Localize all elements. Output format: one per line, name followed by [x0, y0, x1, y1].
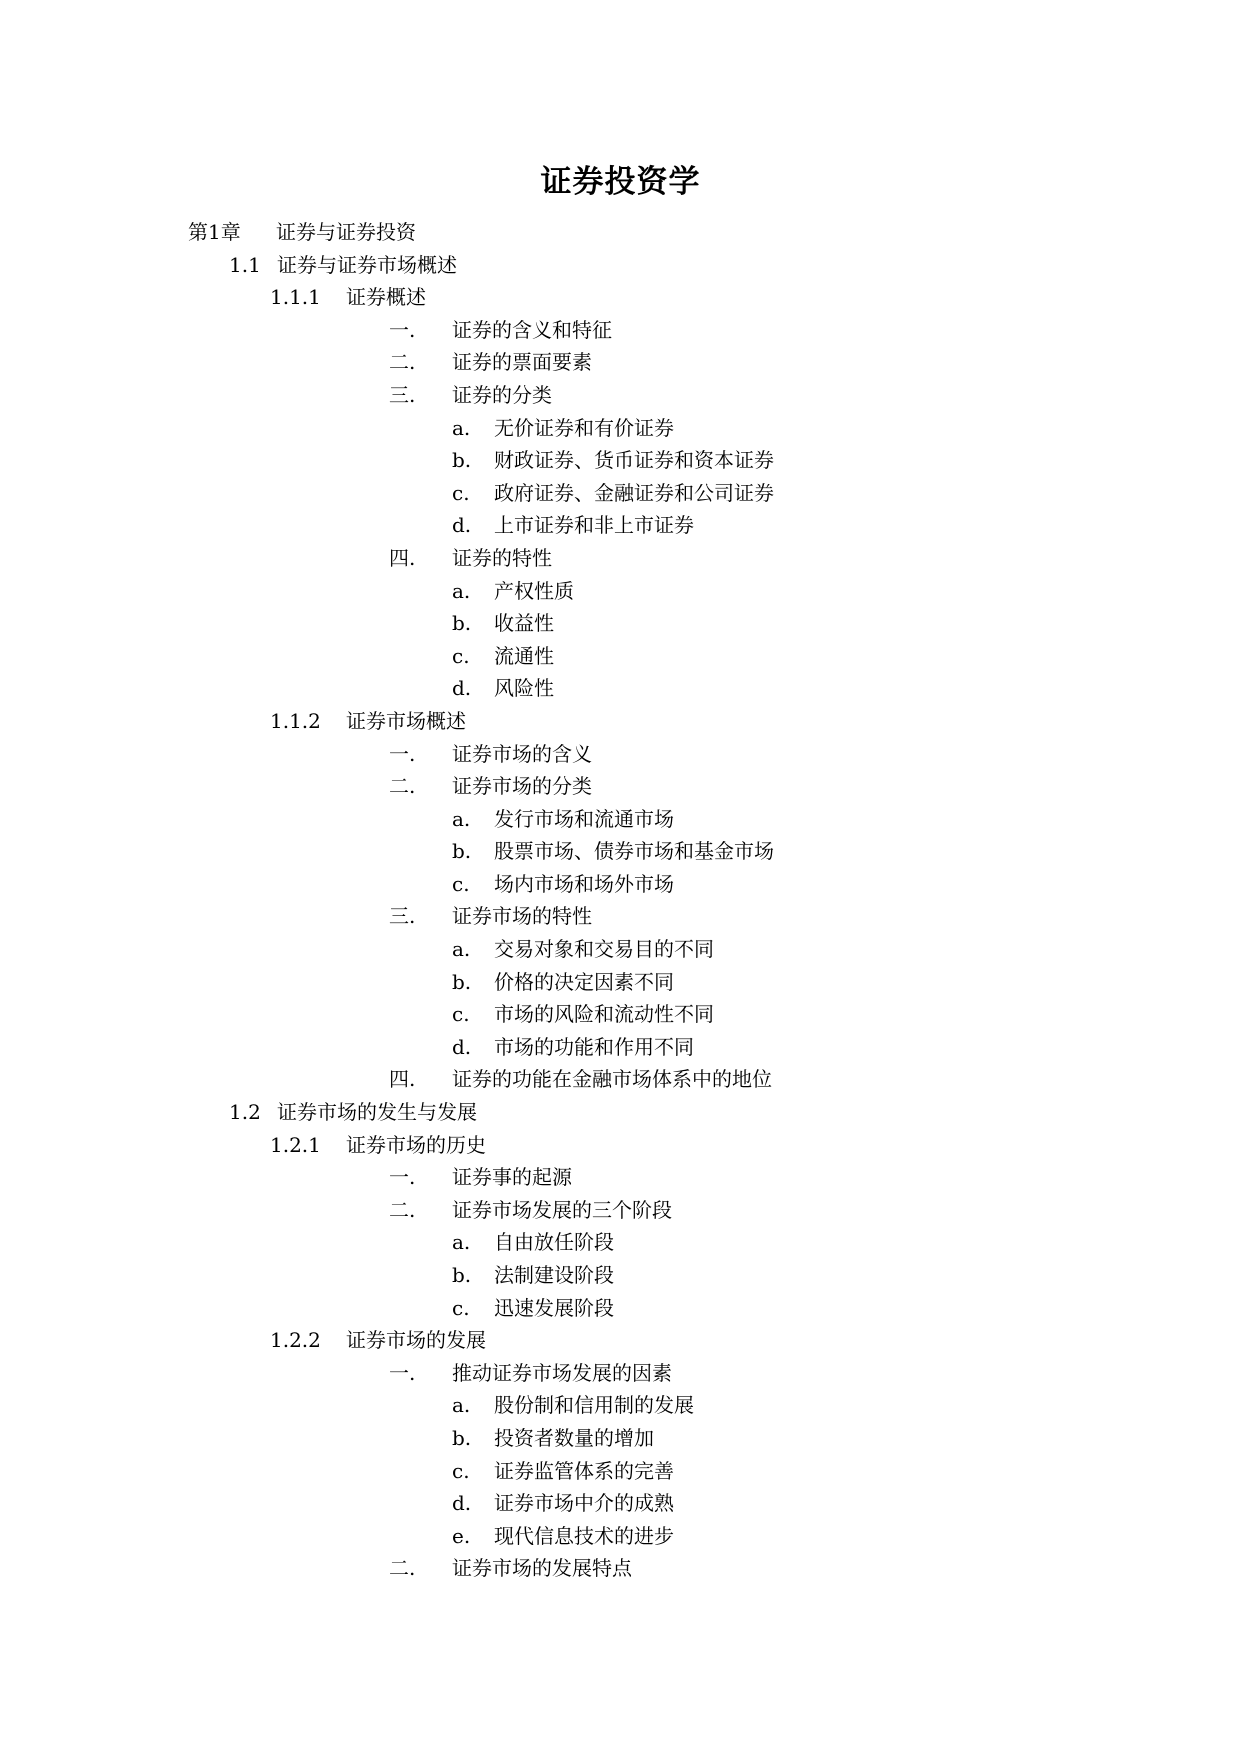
toc-entry-text: 证券市场中介的成熟	[494, 1491, 674, 1516]
toc-entry-number: 一.	[389, 317, 416, 342]
toc-entry-number: 二.	[389, 774, 416, 799]
toc-entry-number: c.	[452, 1295, 470, 1320]
toc-entry-text: 证券市场的分类	[452, 774, 592, 799]
toc-subitem-entry	[0, 998, 1241, 1031]
toc-entry-text: 收益性	[494, 611, 554, 636]
toc-entry-text: 上市证券和非上市证券	[494, 513, 694, 538]
toc-entry-number: d.	[452, 1491, 472, 1516]
toc-entry-number: 四.	[389, 545, 416, 570]
toc-entry-text: 无价证券和有价证券	[494, 415, 674, 440]
toc-entry-text: 证券的功能在金融市场体系中的地位	[452, 1067, 772, 1092]
toc-entry-number: c.	[452, 871, 470, 896]
toc-item-entry	[0, 379, 1241, 412]
toc-entry-text: 证券概述	[346, 285, 426, 310]
toc-entry-text: 证券市场的特性	[452, 904, 592, 929]
toc-entry-text: 股份制和信用制的发展	[494, 1393, 694, 1418]
toc-entry-number: c.	[452, 1002, 470, 1027]
toc-entry-number: a.	[452, 578, 471, 603]
toc-entry-text: 自由放任阶段	[494, 1230, 614, 1255]
toc-item-entry	[0, 1194, 1241, 1227]
toc-entry-text: 产权性质	[494, 578, 574, 603]
toc-entry-text: 发行市场和流通市场	[494, 806, 674, 831]
toc-entry-text: 财政证券、货币证券和资本证券	[494, 448, 774, 473]
toc-entry-number: b.	[452, 1263, 472, 1287]
toc-section-entry	[0, 249, 1241, 282]
toc-entry-number: 一.	[389, 741, 416, 766]
toc-entry-text: 证券市场概述	[346, 708, 466, 733]
toc-entry-text: 证券的含义和特征	[452, 317, 612, 342]
toc-entry-text: 证券市场的发生与发展	[277, 1100, 477, 1125]
toc-subsection-entry	[0, 1324, 1241, 1357]
toc-entry-number: 三.	[389, 382, 416, 407]
toc-entry-number: 1.1	[229, 252, 261, 277]
toc-entry-number: 1.2.2	[270, 1328, 321, 1353]
toc-entry-number: 一.	[389, 1360, 416, 1385]
toc-entry-text: 市场的功能和作用不同	[494, 1034, 694, 1059]
toc-entry-number: c.	[452, 1458, 470, 1483]
toc-entry-text: 证券的特性	[452, 545, 552, 570]
toc-entry-number: e.	[452, 1523, 471, 1548]
toc-entry-text: 风险性	[494, 676, 554, 701]
toc-entry-text: 投资者数量的增加	[494, 1425, 654, 1450]
toc-item-entry	[0, 900, 1241, 933]
toc-entry-number: b.	[452, 1425, 472, 1450]
toc-subsection-entry	[0, 705, 1241, 738]
toc-chapter-entry	[0, 216, 1241, 249]
toc-subitem-entry	[0, 1226, 1241, 1259]
toc-entry-number: d.	[452, 513, 472, 538]
toc-entry-text: 政府证券、金融证券和公司证券	[494, 480, 774, 505]
toc-entry-number: c.	[452, 480, 470, 505]
toc-entry-text: 法制建设阶段	[494, 1263, 614, 1287]
toc-entry-text: 证券事的起源	[452, 1165, 572, 1190]
toc-subitem-entry	[0, 933, 1241, 966]
toc-entry-text: 证券市场的发展特点	[452, 1556, 632, 1581]
toc-entry-number: b.	[452, 969, 472, 994]
toc-item-entry	[0, 1552, 1241, 1585]
toc-entry-number: d.	[452, 676, 472, 701]
toc-subitem-entry	[0, 1520, 1241, 1553]
toc-subitem-entry	[0, 477, 1241, 510]
toc-entry-text: 证券市场发展的三个阶段	[452, 1197, 672, 1222]
toc-subitem-entry	[0, 607, 1241, 640]
toc-entry-text: 市场的风险和流动性不同	[494, 1002, 714, 1027]
toc-entry-number: 1.2.1	[270, 1132, 321, 1157]
toc-entry-number: 三.	[389, 904, 416, 929]
toc-entry-number: b.	[452, 448, 472, 473]
table-of-contents	[0, 216, 1241, 1585]
toc-item-entry	[0, 346, 1241, 379]
toc-entry-number: 一.	[389, 1165, 416, 1190]
toc-entry-text: 证券的分类	[452, 382, 552, 407]
toc-entry-text: 股票市场、债券市场和基金市场	[494, 839, 774, 864]
toc-subitem-entry	[0, 1422, 1241, 1455]
toc-subitem-entry	[0, 1487, 1241, 1520]
toc-entry-text: 推动证券市场发展的因素	[452, 1360, 672, 1385]
toc-subitem-entry	[0, 868, 1241, 901]
toc-entry-number: 第1章	[188, 220, 241, 244]
toc-entry-text: 现代信息技术的进步	[494, 1523, 674, 1548]
toc-subitem-entry	[0, 966, 1241, 999]
toc-entry-text: 迅速发展阶段	[494, 1295, 614, 1320]
toc-entry-number: 1.1.1	[270, 285, 321, 310]
toc-item-entry	[0, 1161, 1241, 1194]
toc-entry-number: 二.	[389, 350, 416, 375]
toc-entry-number: a.	[452, 1393, 471, 1418]
toc-entry-number: a.	[452, 1230, 471, 1255]
toc-entry-text: 证券市场的含义	[452, 741, 592, 766]
toc-entry-text: 场内市场和场外市场	[494, 871, 674, 896]
toc-section-entry	[0, 1096, 1241, 1129]
toc-item-entry	[0, 770, 1241, 803]
toc-entry-text: 交易对象和交易目的不同	[494, 937, 714, 962]
toc-entry-number: b.	[452, 839, 472, 864]
toc-item-entry	[0, 1063, 1241, 1096]
toc-subsection-entry	[0, 281, 1241, 314]
toc-subitem-entry	[0, 1455, 1241, 1488]
toc-entry-text: 证券市场的发展	[346, 1328, 486, 1353]
toc-entry-number: 1.1.2	[270, 708, 321, 733]
toc-entry-number: a.	[452, 415, 471, 440]
toc-entry-text: 证券市场的历史	[346, 1132, 486, 1157]
toc-item-entry	[0, 542, 1241, 575]
toc-entry-text: 价格的决定因素不同	[494, 969, 674, 994]
toc-entry-number: 四.	[389, 1067, 416, 1092]
toc-subitem-entry	[0, 672, 1241, 705]
toc-entry-text: 证券与证券市场概述	[277, 252, 457, 277]
toc-subitem-entry	[0, 412, 1241, 445]
toc-item-entry	[0, 314, 1241, 347]
toc-entry-text: 证券的票面要素	[452, 350, 592, 375]
toc-subitem-entry	[0, 509, 1241, 542]
toc-entry-number: a.	[452, 937, 471, 962]
toc-entry-number: 二.	[389, 1556, 416, 1581]
toc-entry-number: b.	[452, 611, 472, 636]
toc-entry-text: 证券与证券投资	[276, 220, 416, 244]
toc-entry-number: 1.2	[229, 1100, 261, 1125]
toc-subitem-entry	[0, 1389, 1241, 1422]
toc-subitem-entry	[0, 803, 1241, 836]
toc-item-entry	[0, 738, 1241, 771]
toc-subitem-entry	[0, 1031, 1241, 1064]
toc-subitem-entry	[0, 835, 1241, 868]
toc-item-entry	[0, 1357, 1241, 1390]
toc-subsection-entry	[0, 1129, 1241, 1162]
toc-entry-text: 流通性	[494, 643, 554, 668]
toc-entry-number: c.	[452, 643, 470, 668]
toc-subitem-entry	[0, 444, 1241, 477]
toc-entry-text: 证券监管体系的完善	[494, 1458, 674, 1483]
toc-subitem-entry	[0, 1259, 1241, 1292]
toc-entry-number: d.	[452, 1034, 472, 1059]
toc-entry-number: a.	[452, 806, 471, 831]
document-title: 证券投资学	[540, 164, 701, 200]
toc-subitem-entry	[0, 640, 1241, 673]
toc-subitem-entry	[0, 575, 1241, 608]
toc-entry-number: 二.	[389, 1197, 416, 1222]
toc-subitem-entry	[0, 1292, 1241, 1325]
